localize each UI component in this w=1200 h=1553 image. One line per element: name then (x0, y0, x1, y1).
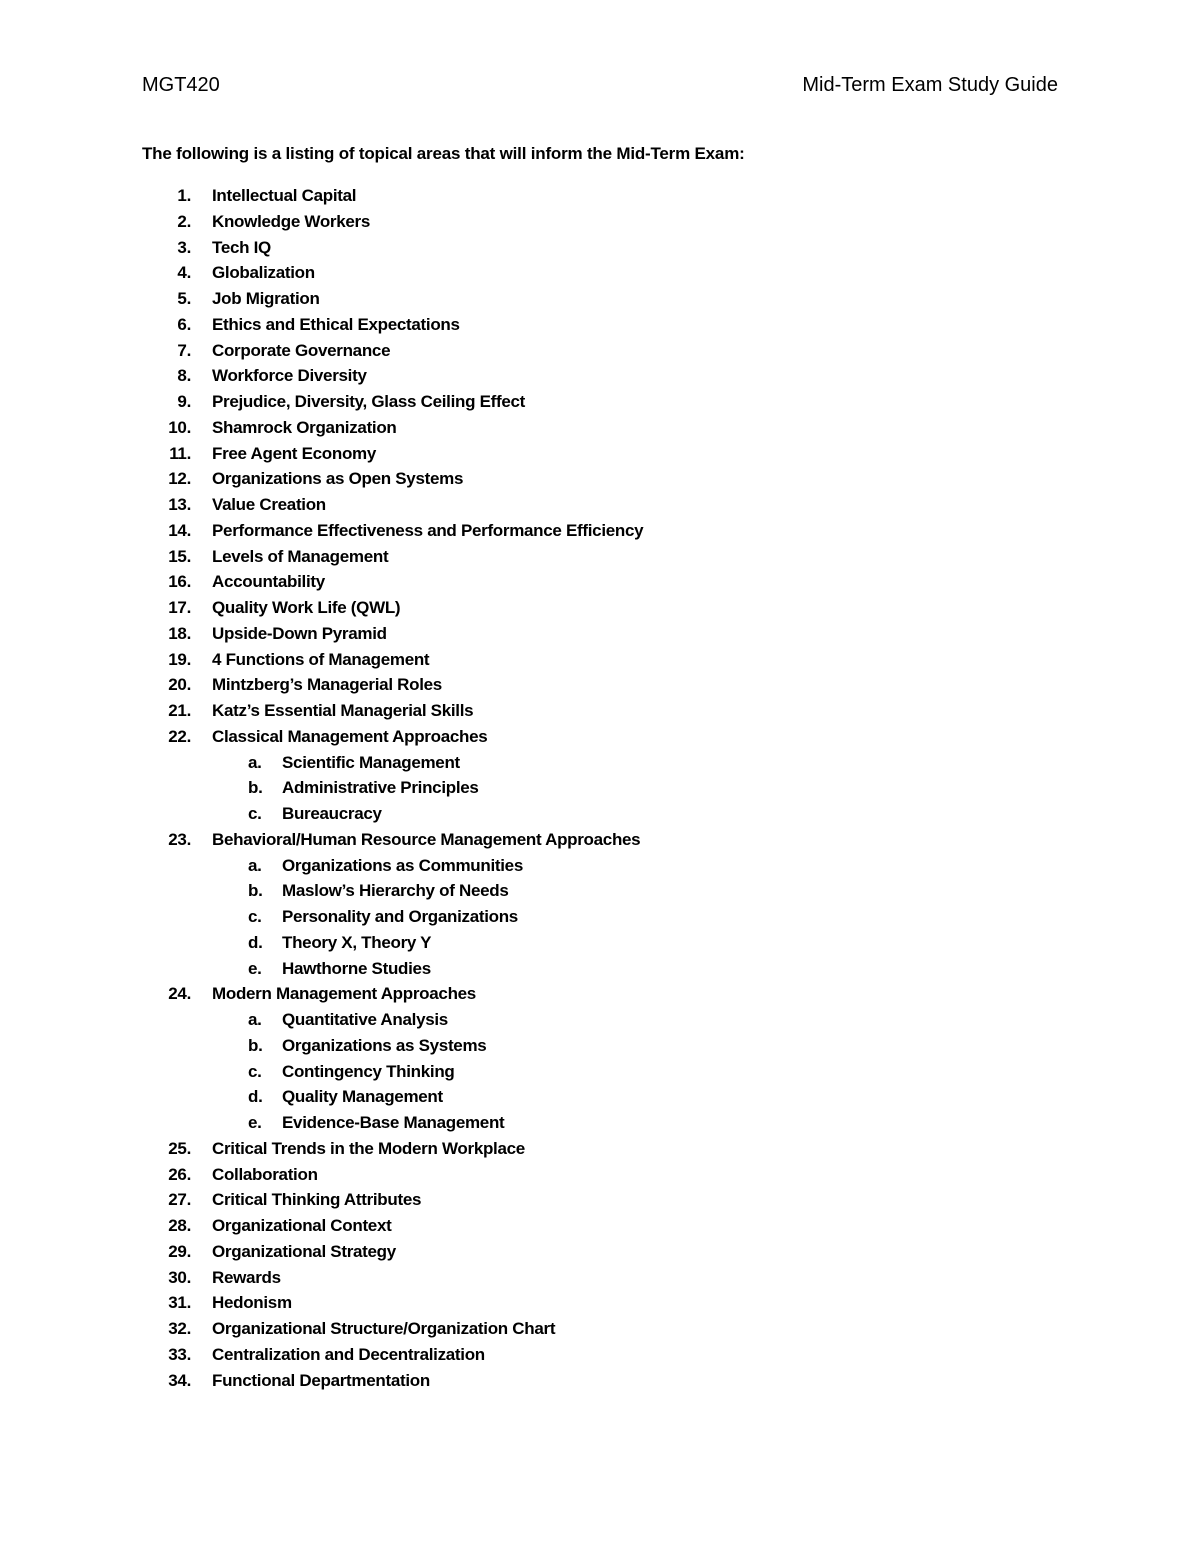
subtopic-text: Quality Management (282, 1087, 443, 1107)
topic-number: 1. (177, 186, 191, 205)
topic-item (0, 492, 1200, 518)
topic-item (0, 1265, 1200, 1291)
subtopic-letter: a. (248, 1010, 262, 1029)
topic-text: Organizational Context (212, 1216, 392, 1235)
topic-number: 34. (168, 1370, 191, 1390)
topic-item (0, 672, 1200, 698)
topic-text: Classical Management Approaches (212, 726, 488, 746)
topic-text: Mintzberg’s Managerial Roles (212, 675, 442, 695)
topic-text: Collaboration (212, 1164, 318, 1184)
topic-number: 2. (177, 211, 191, 231)
topic-number: 27. (168, 1190, 191, 1210)
topic-number: 21. (168, 701, 191, 720)
subtopic-item (0, 1033, 1200, 1059)
topic-item (0, 183, 1200, 209)
topic-text: 4 Functions of Management (212, 649, 430, 669)
header-document-title: Mid-Term Exam Study Guide (802, 74, 1058, 96)
subtopic-text: Organizations as Systems (282, 1035, 487, 1055)
topic-item (0, 415, 1200, 441)
topic-text: Organizational Structure/Organization Chart (212, 1319, 556, 1338)
topic-list (0, 183, 1200, 1393)
topic-item (0, 363, 1200, 389)
topic-number: 24. (168, 984, 191, 1004)
header-course-code: MGT420 (142, 74, 220, 96)
subtopic-item (0, 801, 1200, 827)
subtopic-letter: a. (248, 855, 262, 875)
subtopic-item (0, 878, 1200, 904)
subtopic-text: Administrative Principles (282, 778, 479, 798)
topic-number: 33. (168, 1344, 191, 1364)
subtopic-item (0, 956, 1200, 982)
topic-number: 26. (168, 1164, 191, 1184)
subtopic-text: Hawthorne Studies (282, 958, 431, 978)
subtopic-letter: b. (248, 1035, 263, 1055)
topic-text: Performance Effectiveness and Performance Efficiency (212, 520, 644, 540)
topic-number: 23. (168, 829, 191, 849)
topic-number: 9. (177, 392, 191, 411)
topic-item (0, 1136, 1200, 1162)
topic-item (0, 827, 1200, 853)
subtopic-text: Evidence-Base Management (282, 1113, 505, 1132)
topic-item (0, 338, 1200, 364)
topic-item (0, 1162, 1200, 1188)
topic-item (0, 1342, 1200, 1368)
topic-number: 11. (169, 443, 191, 463)
topic-text: Rewards (212, 1267, 281, 1287)
topic-item (0, 647, 1200, 673)
subtopic-text: Theory X, Theory Y (282, 932, 432, 952)
topic-item (0, 1368, 1200, 1394)
topic-item (0, 209, 1200, 235)
subtopic-text: Personality and Organizations (282, 907, 518, 926)
topic-number: 13. (168, 495, 191, 514)
topic-item (0, 1239, 1200, 1265)
topic-text: Centralization and Decentralization (212, 1344, 485, 1364)
topic-number: 19. (168, 649, 191, 669)
topic-item (0, 260, 1200, 286)
topic-number: 28. (168, 1216, 191, 1235)
topic-text: Intellectual Capital (212, 186, 357, 205)
topic-number: 22. (168, 726, 191, 746)
topic-text: Quality Work Life (QWL) (212, 598, 401, 617)
topic-item (0, 235, 1200, 261)
topic-item (0, 1187, 1200, 1213)
subtopic-letter: c. (248, 907, 262, 926)
topic-text: Tech IQ (212, 237, 271, 257)
topic-number: 14. (168, 520, 191, 540)
topic-number: 16. (168, 572, 191, 592)
topic-item (0, 441, 1200, 467)
subtopic-item (0, 1007, 1200, 1033)
subtopic-item (0, 775, 1200, 801)
subtopic-text: Contingency Thinking (282, 1061, 455, 1081)
subtopic-item (0, 1084, 1200, 1110)
topic-item (0, 569, 1200, 595)
subtopic-text: Maslow’s Hierarchy of Needs (282, 881, 509, 901)
topic-item (0, 389, 1200, 415)
topic-item (0, 466, 1200, 492)
topic-text: Workforce Diversity (212, 366, 367, 386)
topic-number: 20. (168, 675, 191, 695)
topic-text: Shamrock Organization (212, 417, 397, 437)
topic-text: Critical Thinking Attributes (212, 1190, 422, 1210)
topic-text: Organizational Strategy (212, 1241, 396, 1261)
topic-number: 17. (168, 598, 191, 617)
topic-text: Levels of Management (212, 546, 389, 566)
subtopic-text: Bureaucracy (282, 804, 382, 823)
subtopic-letter: b. (248, 881, 263, 901)
topic-number: 29. (168, 1241, 191, 1261)
subtopic-letter: e. (248, 1113, 262, 1132)
topic-text: Job Migration (212, 289, 320, 308)
subtopic-text: Organizations as Communities (282, 855, 523, 875)
subtopic-item (0, 1059, 1200, 1085)
intro-paragraph: The following is a listing of topical areas that will inform the Mid-Term Exam: (142, 144, 745, 163)
subtopic-text: Quantitative Analysis (282, 1010, 448, 1029)
topic-number: 31. (168, 1293, 191, 1313)
topic-number: 5. (177, 289, 191, 308)
topic-item (0, 1290, 1200, 1316)
topic-number: 6. (177, 314, 191, 334)
topic-number: 18. (168, 623, 191, 643)
topic-text: Organizations as Open Systems (212, 469, 464, 489)
topic-number: 15. (168, 546, 191, 566)
topic-text: Globalization (212, 263, 315, 283)
subtopic-letter: d. (248, 1087, 263, 1107)
topic-text: Behavioral/Human Resource Management Approaches (212, 829, 641, 849)
subtopic-item (0, 853, 1200, 879)
topic-text: Knowledge Workers (212, 211, 371, 231)
topic-text: Modern Management Approaches (212, 984, 476, 1004)
subtopic-letter: e. (248, 958, 262, 978)
topic-number: 32. (168, 1319, 191, 1338)
subtopic-letter: c. (248, 1061, 262, 1081)
topic-text: Critical Trends in the Modern Workplace (212, 1138, 525, 1158)
subtopic-text: Scientific Management (282, 752, 460, 772)
subtopic-item (0, 904, 1200, 930)
topic-item (0, 724, 1200, 750)
topic-item (0, 1316, 1200, 1342)
subtopic-letter: d. (248, 932, 263, 952)
subtopic-letter: a. (248, 752, 262, 772)
topic-item (0, 544, 1200, 570)
topic-text: Accountability (212, 572, 325, 592)
topic-item (0, 312, 1200, 338)
topic-number: 7. (177, 340, 191, 360)
topic-text: Free Agent Economy (212, 443, 377, 463)
subtopic-item (0, 1110, 1200, 1136)
topic-text: Prejudice, Diversity, Glass Ceiling Effect (212, 392, 526, 411)
topic-text: Corporate Governance (212, 340, 391, 360)
subtopic-letter: b. (248, 778, 263, 798)
subtopic-item (0, 930, 1200, 956)
topic-text: Katz’s Essential Managerial Skills (212, 701, 474, 720)
topic-text: Functional Departmentation (212, 1370, 430, 1390)
topic-number: 8. (177, 366, 191, 386)
topic-item (0, 981, 1200, 1007)
topic-item (0, 286, 1200, 312)
topic-number: 12. (168, 469, 191, 489)
topic-item (0, 518, 1200, 544)
topic-item (0, 698, 1200, 724)
topic-number: 25. (168, 1138, 191, 1158)
topic-item (0, 595, 1200, 621)
topic-number: 10. (168, 417, 191, 437)
subtopic-letter: c. (248, 804, 262, 823)
topic-item (0, 1213, 1200, 1239)
subtopic-item (0, 750, 1200, 776)
topic-number: 30. (168, 1267, 191, 1287)
topic-text: Hedonism (212, 1293, 292, 1313)
topic-text: Upside-Down Pyramid (212, 623, 387, 643)
topic-text: Ethics and Ethical Expectations (212, 314, 460, 334)
topic-text: Value Creation (212, 495, 326, 514)
topic-item (0, 621, 1200, 647)
topic-number: 4. (177, 263, 191, 283)
topic-number: 3. (177, 237, 191, 257)
